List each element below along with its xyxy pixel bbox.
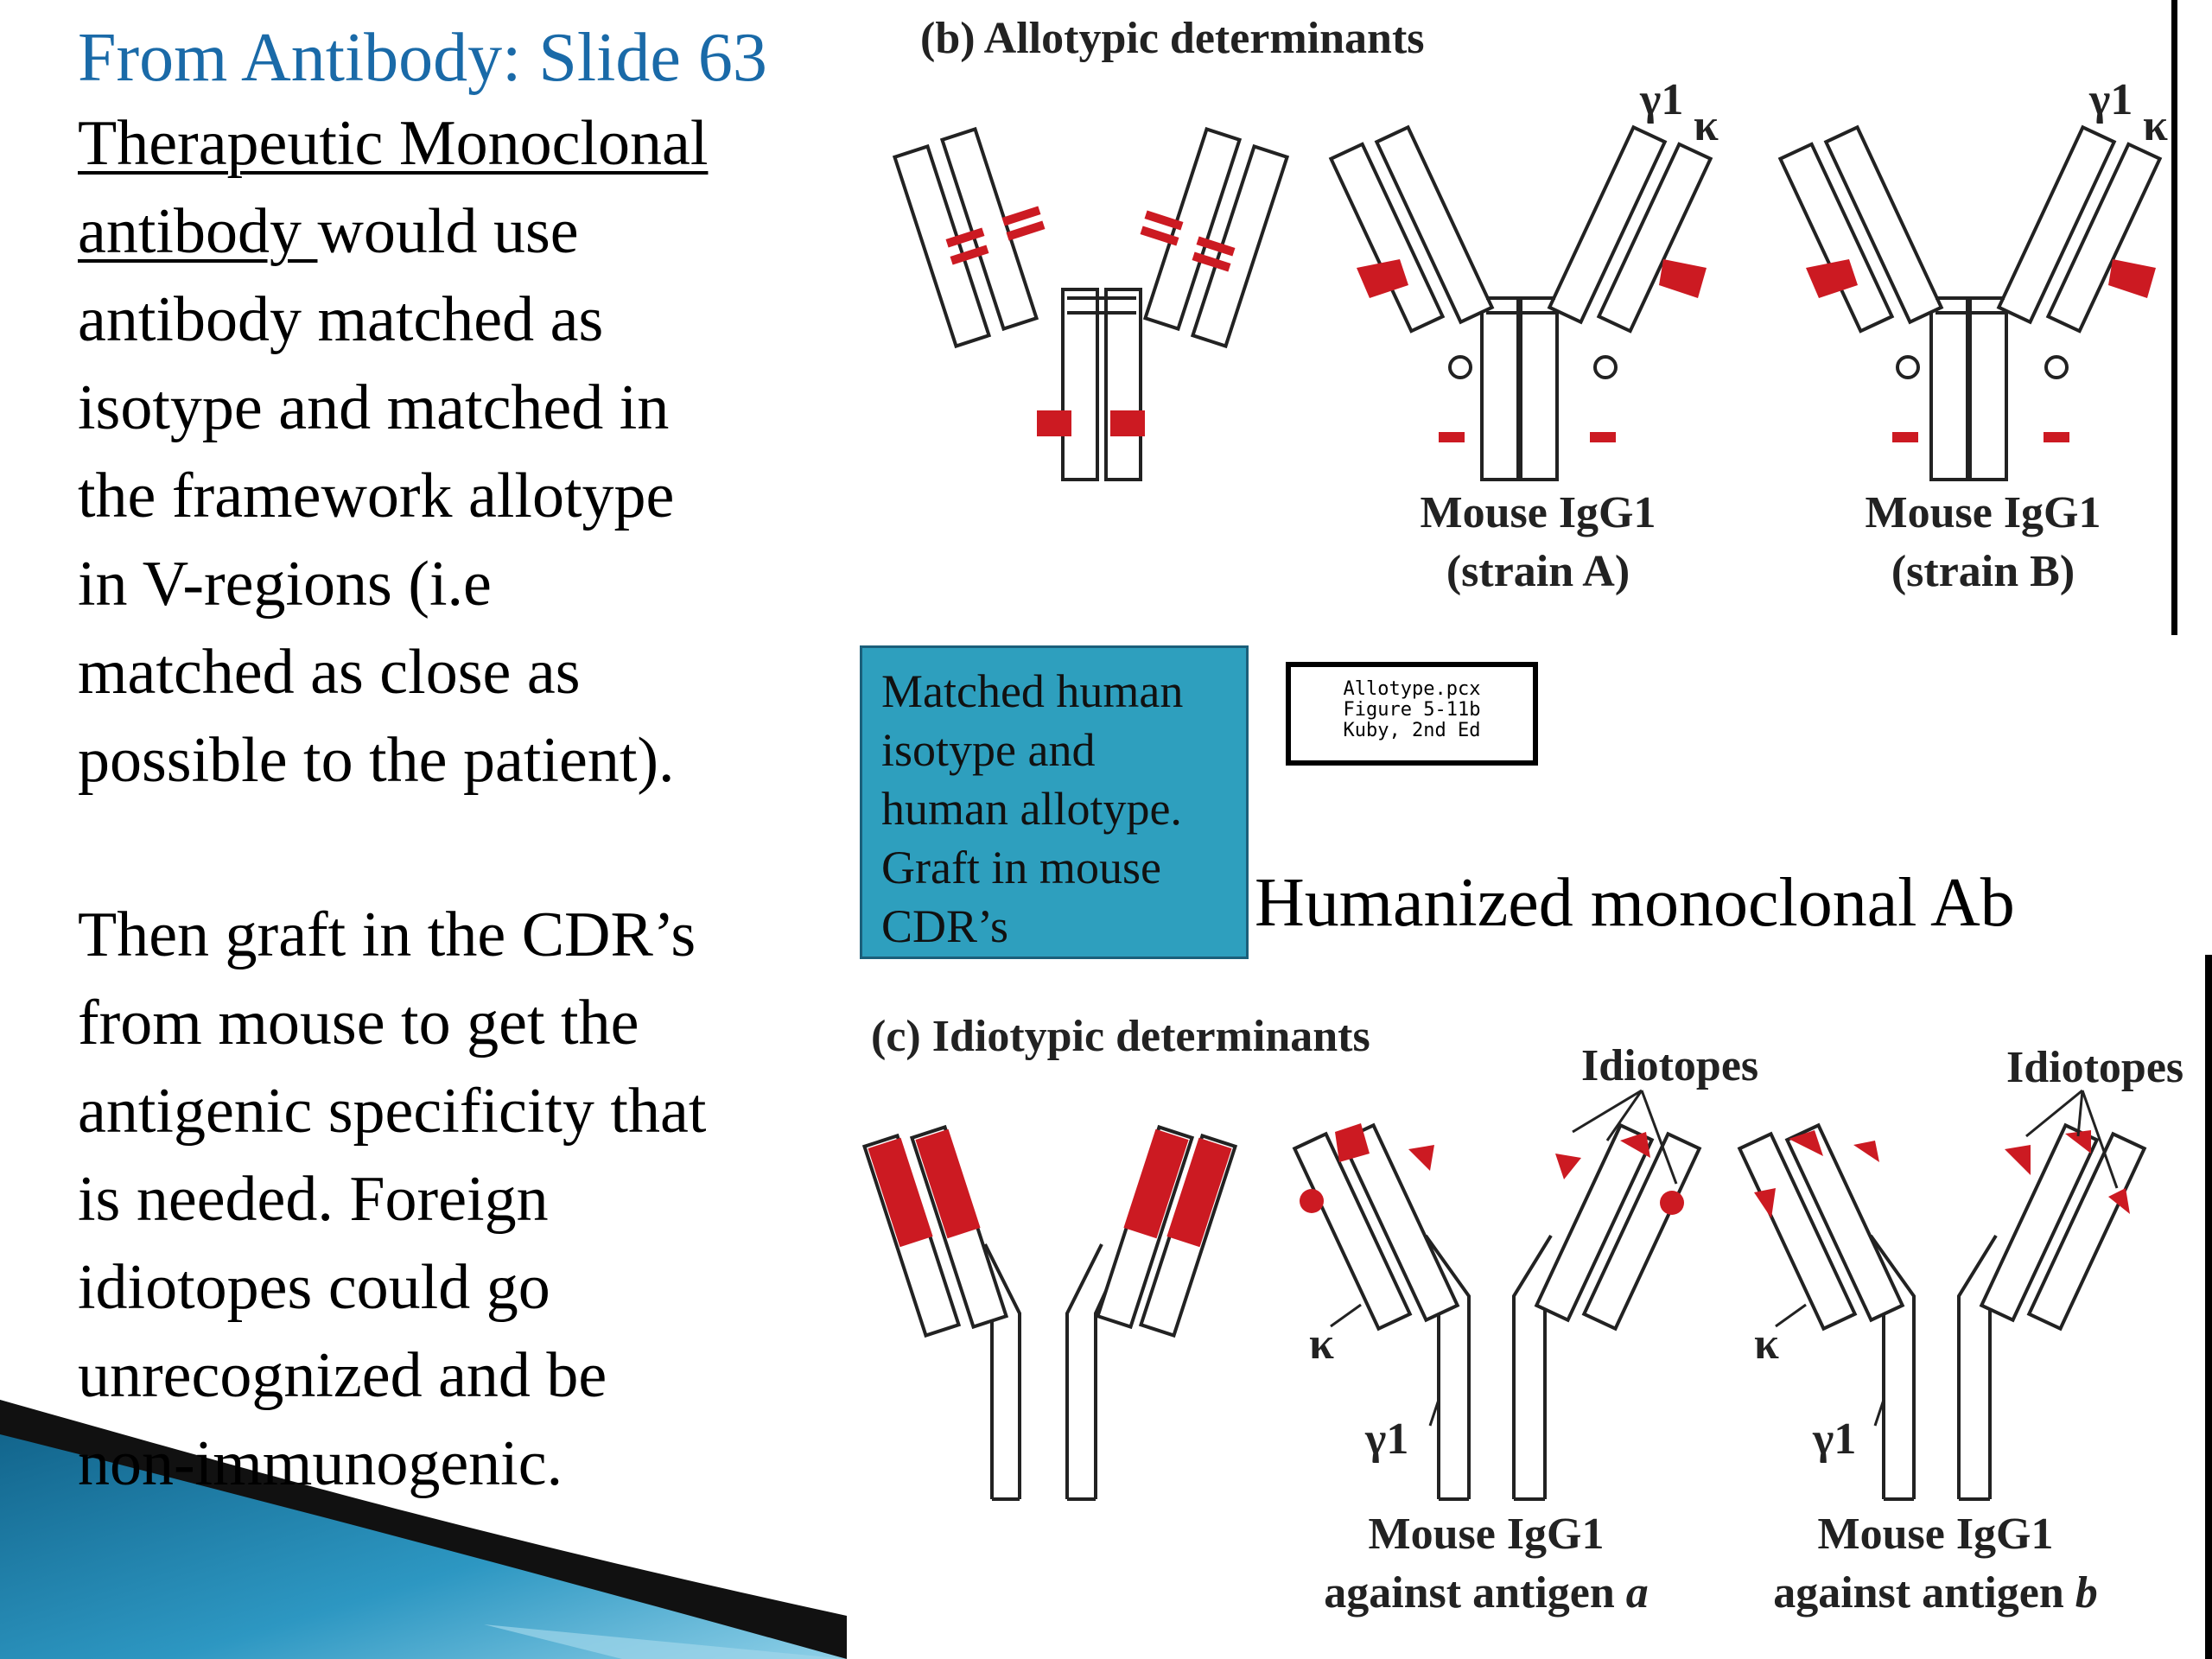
body-line: isotype and matched in [78,372,670,443]
frame-edge-bar [2205,955,2212,1659]
chain-label-kappa: κ [1309,1319,1334,1369]
chain-label-gamma: γ1 [2089,75,2133,124]
body-line: is needed. Foreign [78,1164,549,1235]
figure-source-box: Allotype.pcx Figure 5-11b Kuby, 2nd Ed [1286,662,1538,766]
body-line: non-immunogenic. [78,1428,563,1499]
chain-label-kappa: κ [2143,101,2168,150]
body-line: Therapeutic Monoclonal [78,108,709,179]
body-line: antigenic specificity that [78,1076,707,1147]
body-line: antibody would use [78,196,579,267]
chain-label-kappa: κ [1694,101,1719,150]
idiotopes-label: Idiotopes [1581,1041,1759,1090]
humanized-callout: Matched human isotype and human allotype. Graft in mouse CDR’s [860,645,1249,959]
body-line: matched as close as [78,637,581,708]
idiotype-markers [868,1123,2130,1247]
antibody-label-strain-b: Mouse IgG1 (strain B) [1865,488,2101,596]
idiotope-pointers [1331,1090,2117,1426]
body-line: the framework allotype [78,461,675,531]
idiotypic-antibody-reference [864,1127,1235,1499]
body-line: from mouse to get the [78,988,639,1058]
figure-c-heading: (c) Idiotypic determinants [871,1012,1370,1061]
antibody-label-antigen-b: Mouse IgG1 against antigen b [1773,1510,2098,1618]
body-line: antibody matched as [78,284,604,355]
body-line: Then graft in the CDR’s [78,899,696,970]
chain-label-gamma: γ1 [1640,75,1684,124]
chain-label-gamma: γ1 [1365,1414,1409,1464]
idiotypic-antibody-b [1739,1125,2144,1499]
humanized-label: Humanized monoclonal Ab [1255,865,2015,941]
chain-label-kappa: κ [1754,1319,1779,1369]
idiotopes-label: Idiotopes [2006,1043,2184,1092]
allotypic-antibody-reference [894,129,1287,480]
body-line: possible to the patient). [78,725,675,796]
body-line: idiotopes could go [78,1252,550,1323]
frame-edge-bar [2171,0,2177,635]
antibody-label-strain-a: Mouse IgG1 (strain A) [1420,488,1656,596]
slide-title: From Antibody: Slide 63 [78,20,767,96]
antibody-label-antigen-a: Mouse IgG1 against antigen a [1324,1510,1649,1618]
allotypic-antibody-strain-b [1780,127,2159,480]
allotypic-antibody-strain-a [1331,127,1710,480]
body-line: in V-regions (i.e [78,549,492,620]
body-line: unrecognized and be [78,1340,607,1411]
idiotypic-antibody-a [1294,1125,1699,1499]
figure-b-heading: (b) Allotypic determinants [920,14,1425,63]
chain-label-gamma: γ1 [1813,1414,1857,1464]
